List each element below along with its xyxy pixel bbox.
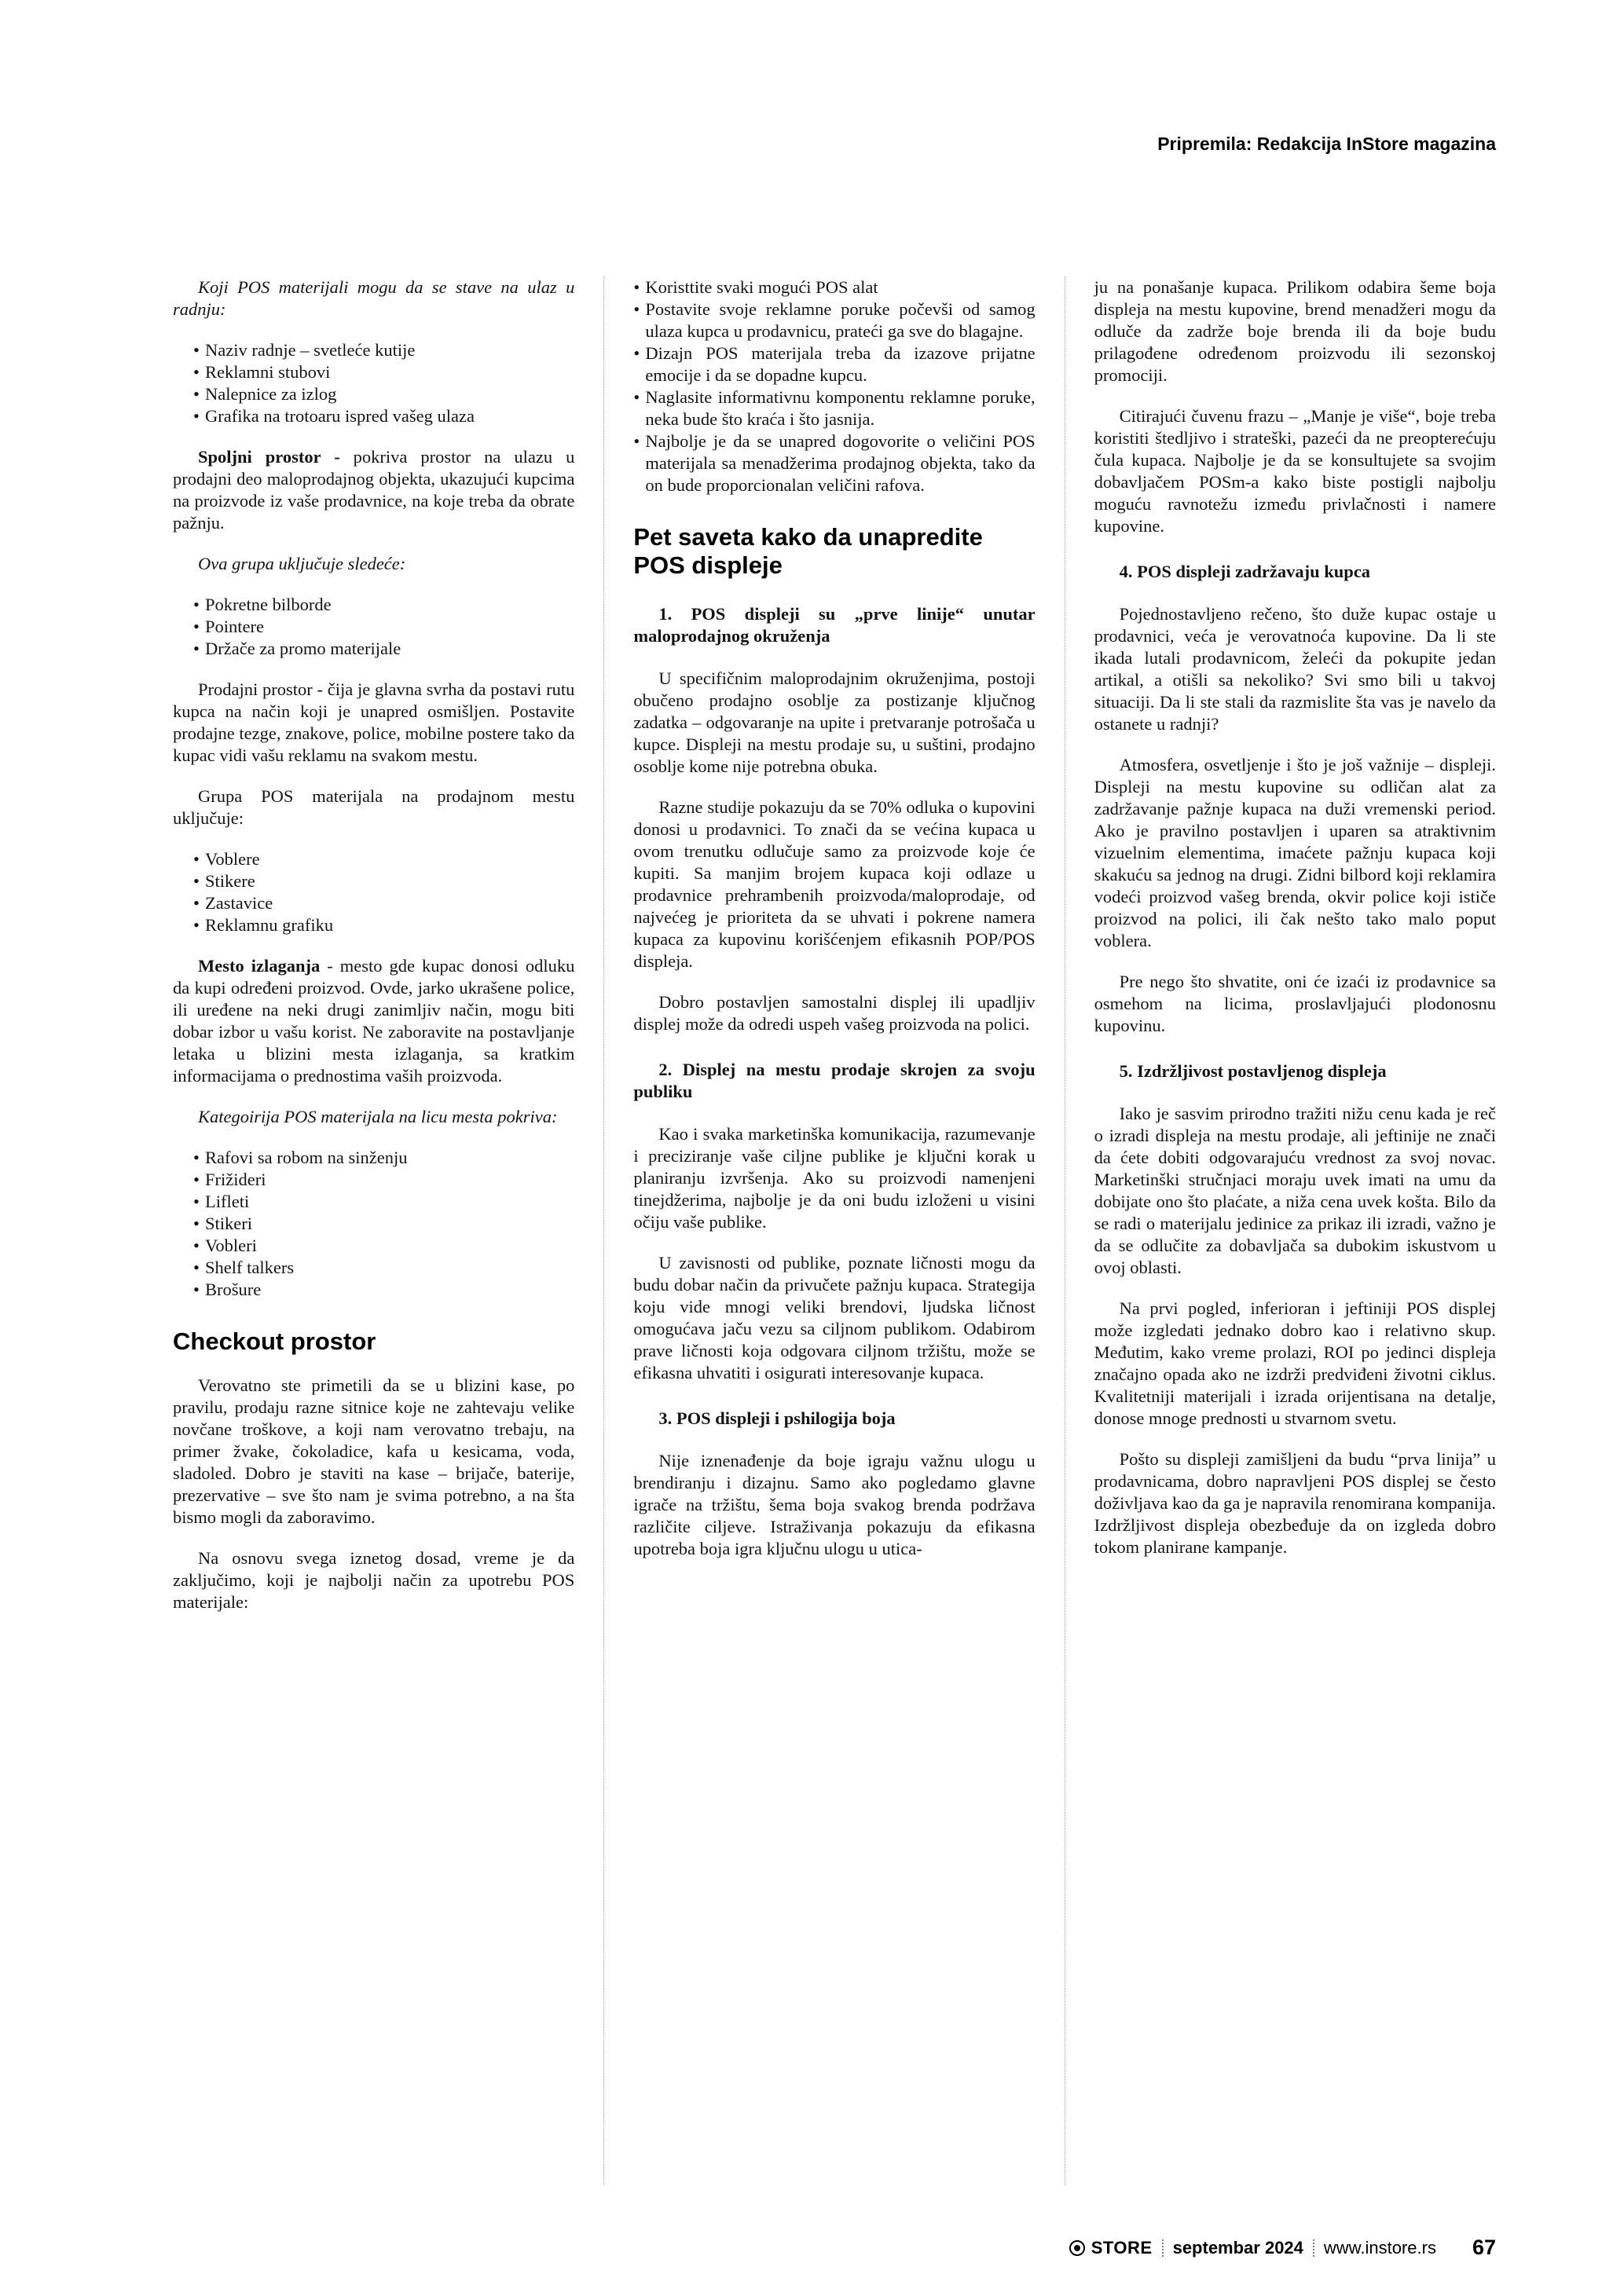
bullet-item: • Reklamni stubovi xyxy=(193,361,574,383)
paragraph: Pre nego što shvatite, oni će izaći iz prodavnice sa osmehom na licima, proslavljajući plodonosnu kupovinu. xyxy=(1094,972,1496,1035)
section-heading: Checkout prostor xyxy=(173,1327,376,1355)
bullet-item: • Voblere xyxy=(193,848,574,870)
bullet-list xyxy=(633,276,1035,496)
bullet-item: • Zastavice xyxy=(193,892,574,914)
intro-paragraph: Kategoirija POS materijala na licu mesta pokriva: xyxy=(198,1107,558,1126)
bullet-item: • Reklamnu grafiku xyxy=(193,914,574,936)
bullet-item: • Dizajn POS materijala treba da izazove prijatne emocije i da se dopadne kupcu. xyxy=(633,342,1035,386)
bullet-item: • Naziv radnje – svetleće kutije xyxy=(193,339,574,361)
bold-lead: Spoljni prostor - xyxy=(198,447,340,467)
column-3 xyxy=(1065,276,1496,2185)
paragraph: Na osnovu svega iznetog dosad, vreme je da zaključimo, koji je najbolji način za upotrebu POS materijale: xyxy=(173,1548,575,1612)
paragraph: Dobro postavljen samostalni displej ili upadljiv displej može da odredi uspeh vašeg proizvoda na polici. xyxy=(633,992,1036,1034)
columns xyxy=(173,276,1496,2185)
paragraph: Citirajući čuvenu frazu – „Manje je više“, boje treba koristiti štedljivo i strateški, pazeći da ne preopterećuju čula kupaca. Najbolje je da se konsultujete sa svojim dobavljačem POSm-a kako biste postigli najbolju moguću ravnotežu između privlačnosti i namere kupovine. xyxy=(1094,406,1496,536)
paragraph: Na prvi pogled, inferioran i jeftiniji POS displej može izgledati jednako dobro kao i relativno skup. Međutim, kako vreme prolazi, ROI po jedinci displeja značajno opada ako ne izdrži predviđeni životni ciklus. Kvalitetniji materijali i izrada orijentisana na detalje, donose mnoge prednosti u stvarnom svetu. xyxy=(1094,1298,1496,1428)
bullet-item: • Frižideri xyxy=(193,1169,574,1191)
paragraph: Razne studije pokazuju da se 70% odluka o kupovini donosi u prodavnici. To znači da se većina kupaca u ovom trenutku odlučuje samo za proizvode koje će kupiti. Sa manjim brojem kupaca koji odlaze u prodavnice prehrambenih proizvoda/maloprodaje, od najvećeg je prioriteta da se uhvati i pokrene namera kupaca za kupovinu korišćenjem efikasnih POP/POS displeja. xyxy=(633,797,1036,971)
bullet-item: • Grafika na trotoaru ispred vašeg ulaza xyxy=(193,405,574,427)
bullet-item: • Pointere xyxy=(193,616,574,638)
bullet-item: • Držače za promo materijale xyxy=(193,638,574,660)
bullet-item: • Brošure xyxy=(193,1279,574,1301)
paragraph: Pošto su displeji zamišljeni da budu “prva linija” u prodavnicama, dobro napravljeni POS displej se često doživljava kao da ga je napravila renomirana kompanija. Izdržljivost displeja obezbeđuje da on izgleda dobro tokom planirane kampanje. xyxy=(1094,1449,1496,1557)
bullet-list xyxy=(193,594,574,660)
paragraph: U zavisnosti od publike, poznate ličnosti mogu da budu dobar način da privučete pažnju kupaca. Strategija koju vide mnogi veliki brendovi, ljudska ličnost omogućava jaču vezu sa ciljnom publikom. Odabirom prave ličnosti koja odgovara ciljnom tržištu, može se efikasna uhvatiti i osigurati interesovanje kupaca. xyxy=(633,1253,1036,1382)
logo-dot xyxy=(1074,2245,1080,2251)
paragraph: U specifičnim maloprodajnim okruženjima, postoji obučeno prodajno osoblje za postizanje ključnog zadatka – odgovaranje na upite i pretvaranje potrošača u kupce. Displeji na mestu prodaje su, u suštini, prodajno osoblje kome nije potrebna obuka. xyxy=(633,668,1036,776)
bullet-list xyxy=(193,848,574,936)
bullet-item: • Shelf talkers xyxy=(193,1257,574,1279)
paragraph: Pojednostavljeno rečeno, što duže kupac ostaje u prodavnici, veća je verovatnoća kupovine. Da li ste ikada lutali prodavnicom, želeći da pokupite jedan artikal, a otišli sa nekoliko? Svi smo bili u takvoj situaciji. Da li ste stali da razmislite šta vas je navelo da ostanete u radnji? xyxy=(1094,604,1496,734)
bullet-item: • Stikere xyxy=(193,870,574,892)
section-heading: Pet saveta kako da unapredite POS displeje xyxy=(633,523,983,579)
paragraph: Atmosfera, osvetljenje i što je još važnije – displeji. Displeji na mestu kupovine su odličan alat za zadržavanje pažnje kupaca na duži vremenski period. Ako je pravilno postavljen i uparen sa atraktivnim vizuelnim elementima, imaćete pažnju kupaca koji skakuću sa jednog na drugi. Zidni bilbord koji reklamira vodeći proizvod vašeg brenda, okvir police koji ističe proizvod na polici, ili čak nešto tako malo poput voblera. xyxy=(1094,755,1496,950)
bullet-item: • Vobleri xyxy=(193,1235,574,1257)
footer xyxy=(1069,2236,1496,2260)
bullet-list xyxy=(193,1147,574,1301)
paragraph: Verovatno ste primetili da se u blizini kase, po pravilu, prodaju razne sitnice koje ne zahtevaju velike novčane troškove, a koji nam verovatno trebaju, na primer žvake, čokoladice, kafa u kesicama, voda, sladoled. Dobro je staviti na kase – brijače, baterije, prezervative – sve što nam je svima potrebno, a na šta bismo mogli da zaboravimo. xyxy=(173,1375,575,1527)
credit-line: Pripremila: Redakcija InStore magazina xyxy=(1157,134,1496,154)
bold-lead: Mesto izlaganja xyxy=(198,956,321,976)
bullet-item: • Pokretne bilborde xyxy=(193,594,574,616)
paragraph: Iako je sasvim prirodno tražiti nižu cenu kada je reč o izradi displeja na mestu prodaje, ali jeftinije ne znači da ćete dobiti odgovarajuću vrednost za svoj novac. Marketinški stručnjaci moraju uvek imati na umu da dobijate ono što plaćate, a niža cena uvek košta. Bilo da se radi o materijalu jedinice za prikaz ili izradi, važno je da se odlučite za dobavljača sa dubokim iskustvom u ovoj oblasti. xyxy=(1094,1104,1496,1277)
sub-heading: 2. Displej na mestu prodaje skrojen za svoju publiku xyxy=(633,1060,1036,1101)
footer-separator-icon xyxy=(1162,2239,1164,2257)
footer-date: septembar 2024 xyxy=(1172,2237,1303,2258)
paragraph: Nije iznenađenje da boje igraju važnu ulogu u brendiranju i dizajnu. Samo ako pogledamo glavne igrače na tržištu, šema boja svakog brenda podržava različite ciljeve. Istraživanja pokazuju da efikasna upotreba boja igra ključnu ulogu u utica- xyxy=(633,1451,1036,1558)
footer-separator-icon xyxy=(1313,2239,1314,2257)
column-2 xyxy=(603,276,1035,2185)
paragraph: Spoljni prostor - pokriva prostor na ulazu u prodajni deo maloprodajnog objekta, ukazujući kupcima na proizvode iz vaše prodavnice, na koje treba da obrate pažnju. xyxy=(173,447,575,533)
paragraph: Prodajni prostor - čija je glavna svrha da postavi rutu kupca na način koji je unapred osmišljen. Postavite prodajne tezge, znakove, police, mobilne postere tako da kupac vidi vašu reklamu na svakom mestu. xyxy=(173,679,575,765)
bullet-item: • Rafovi sa robom na sinženju xyxy=(193,1147,574,1169)
page-number: 67 xyxy=(1472,2236,1496,2259)
footer-url[interactable]: www.instore.rs xyxy=(1323,2237,1436,2258)
column-1 xyxy=(173,276,574,2185)
bullet-item: • Nalepnice za izlog xyxy=(193,383,574,405)
paragraph: Kao i svaka marketinška komunikacija, razumevanje i preciziranje vaše ciljne publike je ključni korak u planiranju izvršenja. Ako su proizvodi namenjeni tinejdžerima, najbolje je da oni budu izloženi u visini očiju vaše publike. xyxy=(633,1124,1036,1232)
footer-brand: STORE xyxy=(1091,2237,1153,2258)
sub-heading: 5. Izdržljivost postavljenog displeja xyxy=(1119,1061,1387,1081)
bullet-list xyxy=(193,339,574,427)
sub-heading: 3. POS displeji i pshilogija boja xyxy=(658,1408,896,1428)
paragraph: Grupa POS materijala na prodajnom mestu uključuje: xyxy=(173,786,575,828)
intro-paragraph: Koji POS materijali mogu da se stave na ulaz u radnju: xyxy=(173,277,575,319)
bullet-item: • Naglasite informativnu komponentu reklamne poruke, neka bude što kraća i što jasnija. xyxy=(633,386,1035,430)
paragraph: Mesto izlaganja - mesto gde kupac donosi odluku da kupi određeni proizvod. Ovde, jarko ukrašene police, ili uređene na neki drugi zanimljiv način, mogu biti dobar izbor u vašu korist. Ne zaboravite na postavljanje letaka u blizini mesta izlaganja, sa kratkim informacijama o prednostima vaših proizvoda. xyxy=(173,956,575,1086)
intro-paragraph: Ova grupa uključuje sledeće: xyxy=(198,554,406,573)
bullet-item: • Stikeri xyxy=(193,1213,574,1235)
instore-logo-icon xyxy=(1069,2240,1085,2256)
bullet-item: • Koristtite svaki mogući POS alat xyxy=(633,276,1035,298)
bullet-item: • Lifleti xyxy=(193,1191,574,1213)
bullet-item: • Najbolje je da se unapred dogovorite o veličini POS materijala sa menadžerima prodajnog objekta, tako da on bude proporcionalan veličini rafova. xyxy=(633,430,1035,496)
sub-heading: 1. POS displeji su „prve linije“ unutar maloprodajnog okruženja xyxy=(633,604,1036,646)
paragraph: ju na ponašanje kupaca. Prilikom odabira šeme boja displeja na mestu kupovine, brend menadžeri mogu da odluče da zadrže boje brenda ili da boje budu prilagođene određenom proizvodu ili sezonskoj promociji. xyxy=(1094,277,1496,385)
sub-heading: 4. POS displeji zadržavaju kupca xyxy=(1119,562,1371,581)
bullet-item: • Postavite svoje reklamne poruke počevši od samog ulaza kupca u prodavnicu, prateći ga sve do blagajne. xyxy=(633,298,1035,342)
